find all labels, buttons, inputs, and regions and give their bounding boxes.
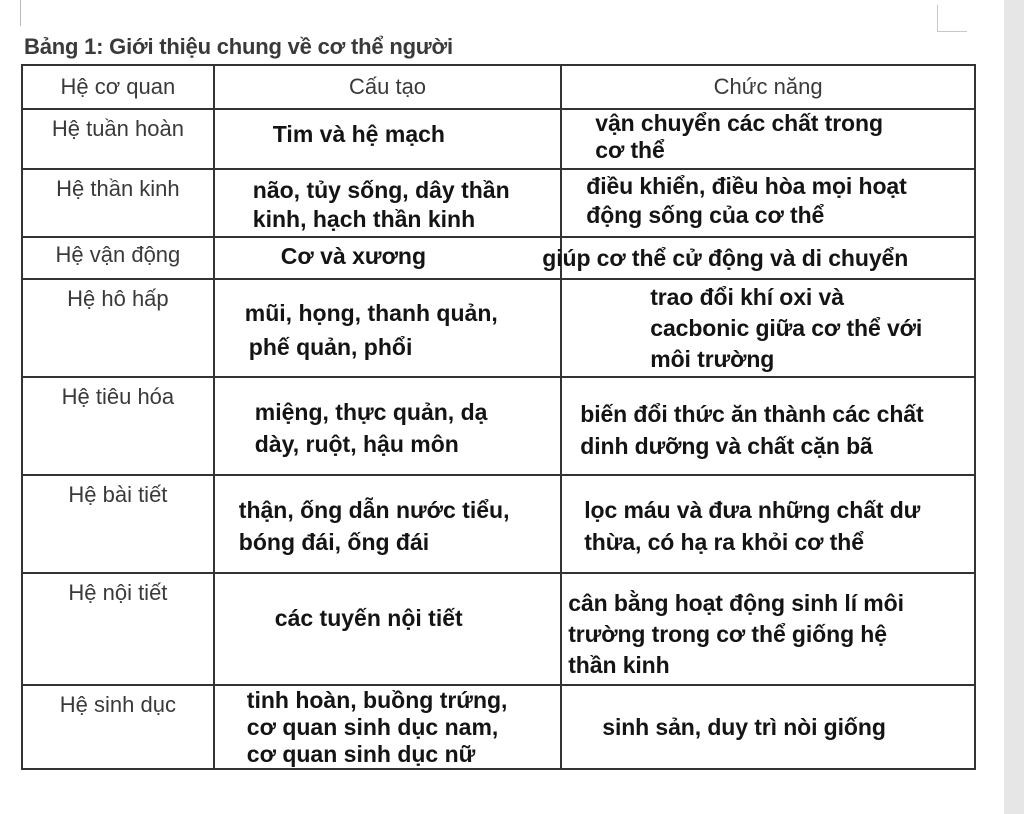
function-cell [542, 237, 975, 279]
structure-line: bóng đái, ống đái [238, 529, 430, 555]
function-line: sinh sản, duy trì nòi giống [602, 713, 886, 740]
table-row [22, 109, 975, 169]
function-line: vận chuyển các chất trong [595, 110, 883, 136]
function-line: cơ thể [595, 137, 665, 163]
structure-line: cơ quan sinh dục nam, [246, 713, 499, 740]
function-line: thần kinh [568, 652, 670, 678]
structure-line: dày, ruột, hậu môn [254, 431, 459, 457]
page-corner-mark-left [20, 0, 21, 26]
system-name: Hệ tiêu hóa [22, 377, 214, 475]
table-row [22, 169, 975, 237]
organ-systems-table [21, 64, 976, 770]
page-corner-mark-right [937, 5, 938, 31]
structure-cell [214, 279, 561, 377]
header-system: Hệ cơ quan [22, 65, 214, 109]
table-row [22, 237, 975, 279]
function-line: biến đổi thức ăn thành các chất [580, 401, 924, 427]
structure-line: phế quản, phổi [248, 334, 413, 360]
function-cell [561, 377, 975, 475]
system-name: Hệ nội tiết [22, 573, 214, 685]
structure-line: kinh, hạch thần kinh [252, 206, 476, 232]
function-line: lọc máu và đưa những chất dư [584, 497, 921, 523]
function-cell [561, 169, 975, 237]
function-line: cacbonic giữa cơ thể với [650, 315, 923, 341]
page-corner-mark-right-h [937, 31, 967, 32]
function-cell [561, 685, 975, 769]
function-line: thừa, có hạ ra khỏi cơ thể [584, 529, 864, 555]
system-name: Hệ hô hấp [22, 279, 214, 377]
structure-cell [214, 573, 561, 685]
function-cell [561, 573, 975, 685]
structure-line: miệng, thực quản, dạ [254, 399, 488, 425]
header-function: Chức năng [561, 65, 975, 109]
structure-line: não, tủy sống, dây thần [252, 177, 510, 203]
function-line: dinh dưỡng và chất cặn bã [580, 433, 873, 459]
table-row [22, 279, 975, 377]
structure-line: các tuyến nội tiết [274, 605, 463, 631]
function-line: điều khiển, điều hòa mọi hoạt [586, 173, 907, 199]
function-line: môi trường [650, 346, 775, 372]
page-edge-shade [1004, 0, 1024, 814]
table-row [22, 573, 975, 685]
structure-cell [214, 237, 561, 279]
structure-cell [214, 685, 561, 769]
structure-cell [214, 169, 561, 237]
function-cell [561, 475, 975, 573]
system-name: Hệ vận động [22, 237, 214, 279]
table-row [22, 685, 975, 769]
table-row [22, 377, 975, 475]
system-name: Hệ tuần hoàn [22, 109, 214, 169]
structure-line: tinh hoàn, buồng trứng, [246, 686, 508, 713]
header-structure: Cấu tạo [214, 65, 561, 109]
table-row [22, 475, 975, 573]
table-title: Bảng 1: Giới thiệu chung về cơ thể người [24, 34, 453, 59]
structure-cell [214, 377, 561, 475]
function-cell [561, 279, 975, 377]
structure-line: mũi, họng, thanh quản, [244, 300, 498, 326]
system-name: Hệ bài tiết [22, 475, 214, 573]
structure-line: Cơ và xương [280, 243, 427, 269]
structure-line: thận, ống dẫn nước tiểu, [238, 497, 510, 523]
system-name: Hệ sinh dục [22, 685, 214, 769]
function-line: cân bằng hoạt động sinh lí môi [568, 590, 904, 616]
function-cell [561, 109, 975, 169]
system-name: Hệ thần kinh [22, 169, 214, 237]
table-header-row [22, 65, 975, 109]
function-line: động sống của cơ thể [586, 202, 825, 228]
function-line: trường trong cơ thể giống hệ [568, 621, 887, 647]
structure-cell [214, 475, 561, 573]
structure-line: Tim và hệ mạch [272, 121, 445, 147]
structure-cell [214, 109, 561, 169]
function-line: trao đổi khí oxi và [650, 284, 844, 310]
function-line: giúp cơ thể cử động và di chuyển [542, 245, 909, 271]
structure-line: cơ quan sinh dục nữ [246, 740, 476, 767]
